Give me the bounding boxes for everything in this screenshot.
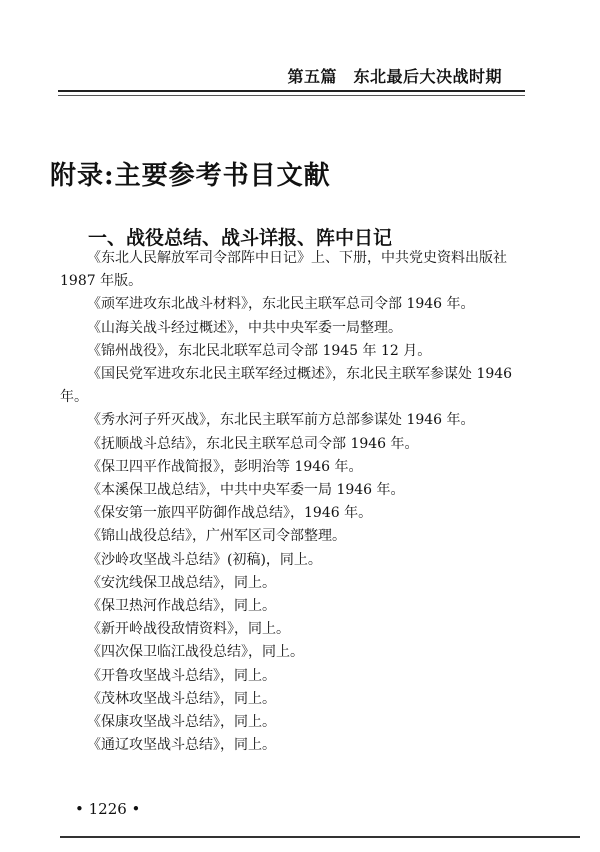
reference-entry: 《国民党军进攻东北民主联军经过概述》，东北民主联军参谋处 1946 年。 [60, 366, 513, 406]
reference-entry: 《秀水河子歼灭战》，东北民主联军前方总部参谋处 1946 年。 [87, 412, 475, 429]
page-number: • 1226 • [75, 800, 141, 818]
reference-entry: 《锦州战役》，东北民北联军总司令部 1945 年 12 月。 [87, 342, 432, 359]
footer-rule [60, 836, 580, 838]
appendix-title: 附录:主要参考书目文献 [50, 161, 331, 191]
reference-entry: 《东北人民解放军司令部阵中日记》上、下册，中共党史资料出版社 1987 年版。 [60, 250, 507, 290]
section-title: 一、战役总结、战斗详报、阵中日记 [88, 227, 393, 249]
reference-entry: 《保康攻坚战斗总结》，同上。 [87, 714, 276, 731]
header-rule-thin [58, 95, 525, 96]
reference-entry: 《新开岭战役敌情资料》，同上。 [87, 621, 290, 638]
reference-entry: 《山海关战斗经过概述》，中共中央军委一局整理。 [87, 319, 402, 336]
reference-entry: 《通辽攻坚战斗总结》，同上。 [87, 737, 276, 754]
reference-entry: 《安沈线保卫战总结》，同上。 [87, 574, 276, 591]
reference-entry: 《顽军进攻东北战斗材料》，东北民主联军总司令部 1946 年。 [87, 296, 475, 313]
reference-entry: 《开鲁攻坚战斗总结》，同上。 [87, 667, 276, 684]
header-rule [58, 90, 525, 92]
reference-entry: 《保安第一旅四平防御作战总结》，1946 年。 [87, 505, 373, 522]
reference-entry: 《沙岭攻坚战斗总结》(初稿)，同上。 [87, 551, 322, 568]
reference-entry: 《本溪保卫战总结》，中共中央军委一局 1946 年。 [87, 482, 405, 499]
header-title: 第五篇 东北最后大决战时期 [287, 67, 502, 86]
reference-entry: 《四次保卫临江战役总结》，同上。 [87, 644, 304, 661]
reference-entry: 《抚顺战斗总结》，东北民主联军总司令部 1946 年。 [87, 435, 419, 452]
reference-entry: 《保卫热河作战总结》，同上。 [87, 598, 276, 615]
reference-list [60, 247, 520, 757]
reference-entry: 《茂林攻坚战斗总结》，同上。 [87, 690, 276, 707]
reference-entry: 《锦山战役总结》，广州军区司令部整理。 [87, 528, 346, 545]
reference-entry: 《保卫四平作战简报》，彭明治等 1946 年。 [87, 458, 363, 475]
